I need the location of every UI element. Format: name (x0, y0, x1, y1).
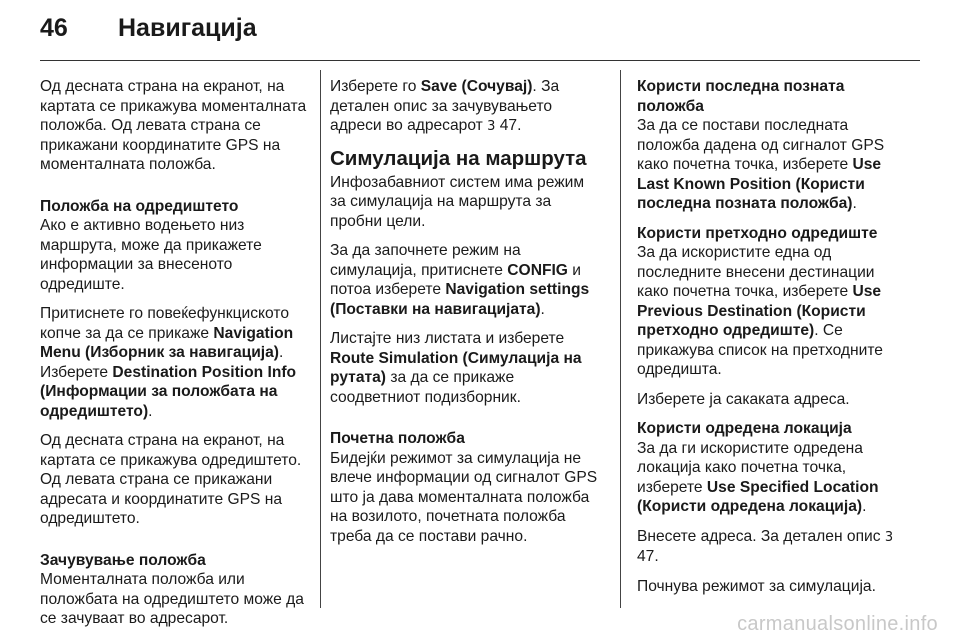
menu-ref-navigation-menu: Navigation Menu (Изборник за навигација) (40, 324, 294, 361)
column-2 (330, 77, 604, 556)
section-heading-route-simulation: Симулација на маршрута (330, 146, 587, 170)
menu-ref-use-specified-location: Use Specified Location (Користи одредена локација) (637, 478, 879, 515)
watermark: carmanualsonline.info (737, 613, 938, 635)
paragraph-destination-info: Ако е активно водењето низ маршрута, може да прикажете информации за внесеното одредиште. (40, 217, 262, 293)
subheading-last-known-position: Користи последна позната положба (637, 78, 845, 115)
paragraph-last-known-position: За да се постави последната положба дадена од сигналот GPS како почетна точка, изберете Use Last Known Position (Користи последна позната положба). (637, 117, 885, 212)
subheading-previous-destination: Користи претходно одредиште (637, 224, 878, 242)
paragraph-saving-position: Моменталната положба или положбата на одредиштето може да се зачуваат во адресарот. (40, 571, 304, 627)
paragraph-select-address: Изберете ја сакаката адреса. (637, 390, 850, 408)
paragraph-previous-destination: За да искористите една од последните внесени дестинации како почетна точка, изберете Use Previous Destination (Користи претходно одредиште). Се прикажува список на претходните одредишта. (637, 244, 883, 378)
page-header (40, 14, 920, 46)
menu-ref-use-previous-destination: Use Previous Destination (Користи претходно одредиште) (637, 283, 882, 339)
menu-ref-navigation-settings: Navigation settings (Поставки на навигацијата) (330, 281, 590, 318)
column-divider-1 (320, 70, 321, 608)
column-divider-2 (620, 70, 621, 608)
paragraph-destination-menu: Притиснете го повеќефункциското копче за да се прикаже Navigation Menu (Изборник за навигација). Изберете Destination Position Info (Информации за положбата на одредиштето). (40, 305, 297, 420)
paragraph-destination-map: Од десната страна на екранот, на картата се прикажува одредиштето. Од левата страна се прикажани адресата и координатите GPS на одредиштето. (40, 432, 302, 527)
paragraph-route-simulation-menu: Листајте низ листата и изберете Route Simulation (Симулација на рутата) за да се прикаже соодветниот подизборник. (330, 330, 582, 406)
paragraph-save-instruction: Изберете го Save (Сочувај). За детален опис за зачувувањето адреси во адресарот 3 47. (330, 78, 560, 134)
column-1 (40, 77, 308, 639)
menu-ref-route-simulation: Route Simulation (Симулација на рутата) (330, 349, 582, 386)
paragraph-enter-address: Внесете адреса. За детален опис 3 47. (637, 527, 894, 565)
menu-ref-destination-info: Destination Position Info (Информации за положбата на одредиштето) (40, 363, 297, 420)
page-reference-icon: 3 (884, 529, 894, 545)
paragraph-simulation-begins: Почнува режимот за симулација. (637, 577, 876, 595)
paragraph-simulation-start: За да започнете режим на симулација, притиснете CONFIG и потоа изберете Navigation settings (Поставки на навигацијата). (330, 242, 590, 318)
paragraph-current-position: Од десната страна на екранот, на картата се прикажува моменталната положба. Од левата страна се прикажани координатите GPS на моменталната положба. (40, 78, 307, 173)
button-ref-config: CONFIG (507, 261, 568, 279)
paragraph-simulation-intro: Инфозабавниот систем има режим за симулација на маршрута за пробни цели. (330, 173, 585, 230)
menu-ref-save: Save (Сочувај) (420, 78, 533, 95)
menu-ref-use-last-known: Use Last Known Position (Користи последна позната положба) (637, 156, 882, 212)
subheading-start-position: Почетна положба (330, 430, 465, 447)
chapter-title: Навигација (118, 14, 257, 42)
paragraph-specified-location: За да ги искористите одредена локација како почетна точка, изберете Use Specified Location (Користи одредена локација). (637, 439, 879, 515)
subheading-specified-location: Користи одредена локација (637, 420, 852, 437)
page-number: 46 (40, 14, 68, 42)
page-reference-icon: 3 (487, 119, 496, 134)
column-3 (637, 77, 905, 606)
paragraph-start-position: Бидејќи режимот за симулација не влече информации од сигналот GPS што ја дава моменталната положба на возилото, почетната положба треба да се постави рачно. (330, 449, 598, 545)
subheading-destination-position: Положба на одредиштето (40, 197, 239, 215)
header-rule (40, 60, 920, 61)
subheading-saving-position: Зачувување положба (40, 551, 206, 569)
